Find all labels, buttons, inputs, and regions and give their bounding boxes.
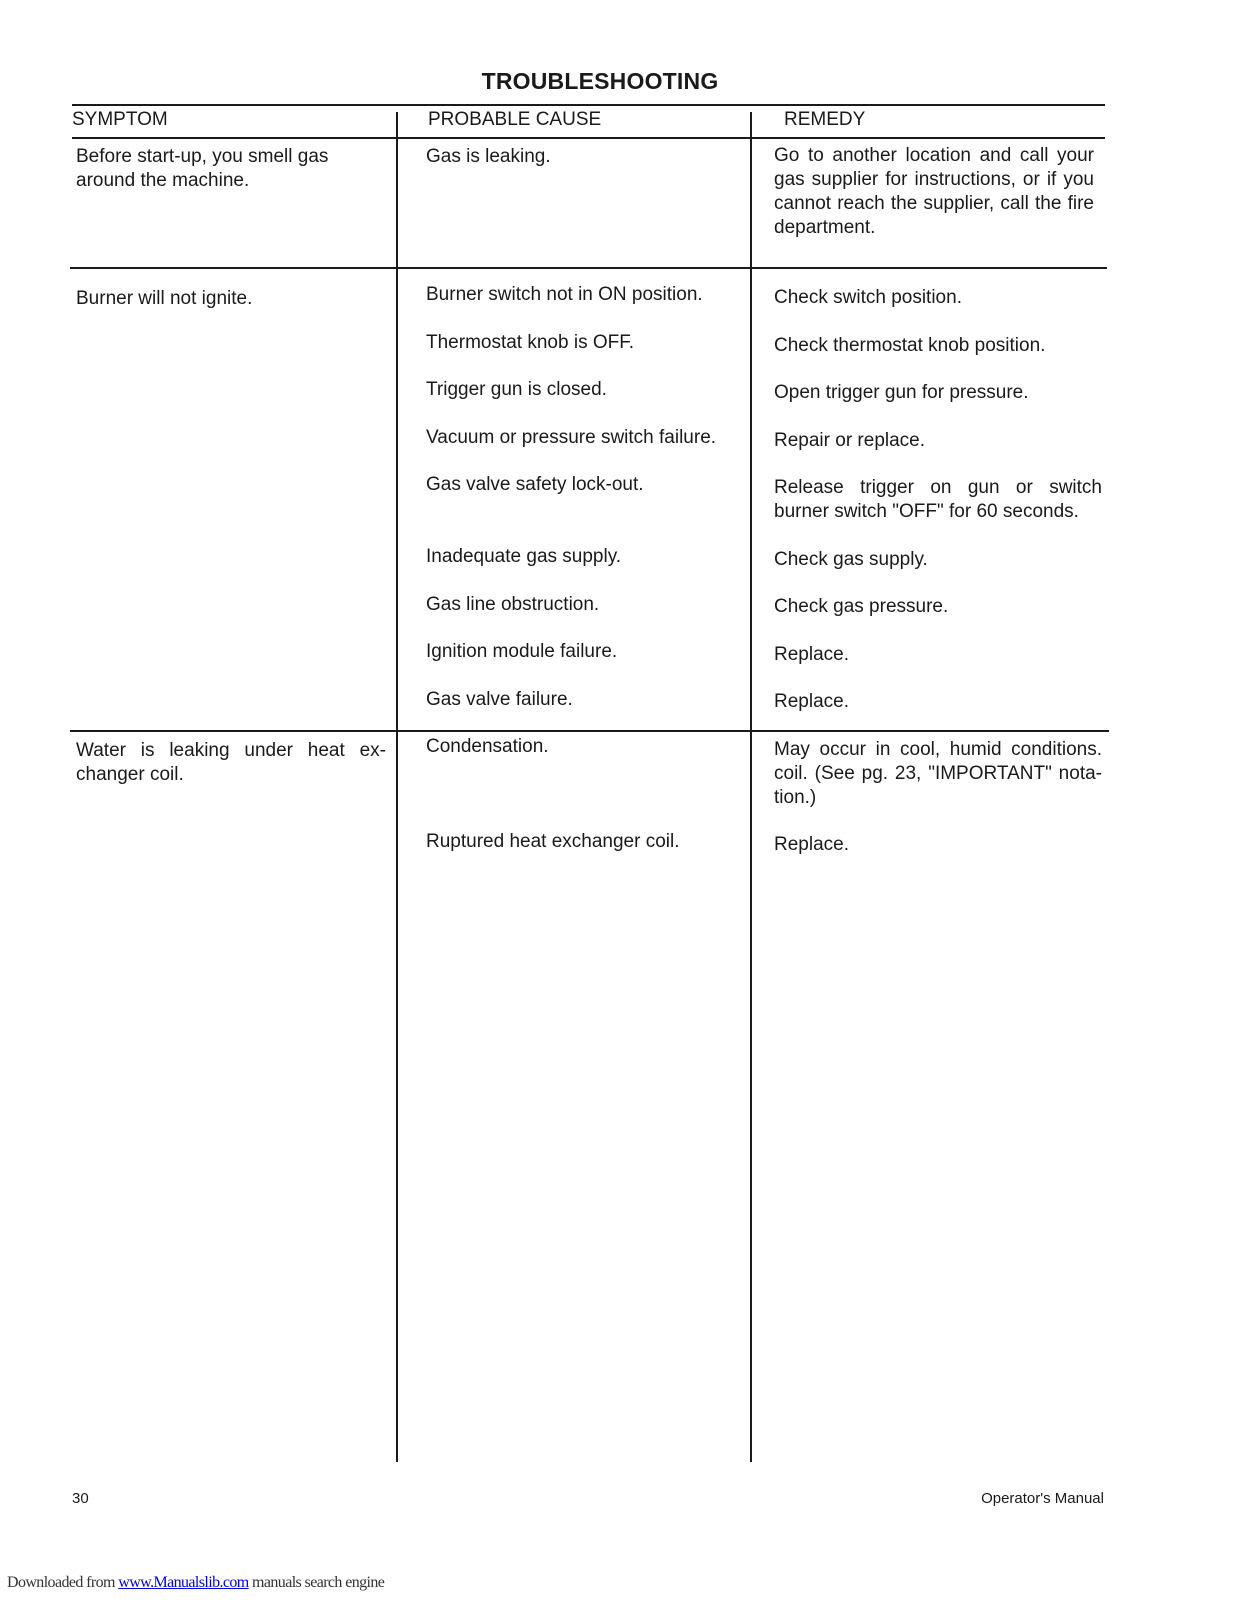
- cause-cell: Burner switch not in ON position.: [426, 284, 703, 305]
- page-number: 30: [72, 1490, 89, 1507]
- cause-cell: Gas line obstruction.: [426, 594, 600, 615]
- remedy-cell: Check gas supply.: [774, 549, 928, 570]
- download-prefix: Downloaded from: [7, 1574, 119, 1591]
- symptom-cell: Water is leaking under heat ex-changer coil.: [76, 740, 386, 785]
- manualslib-link[interactable]: www.Manualslib.com: [118, 1574, 249, 1591]
- column-divider-1: [396, 112, 398, 1462]
- header-probable-cause: PROBABLE CAUSE: [428, 109, 602, 130]
- header-symptom: SYMPTOM: [72, 109, 168, 130]
- cause-cell: Condensation.: [426, 736, 549, 757]
- download-suffix: manuals search engine: [248, 1574, 385, 1591]
- remedy-cell: Check switch position.: [774, 287, 962, 308]
- page-title: TROUBLESHOOTING: [481, 68, 719, 94]
- symptom-cell: Burner will not ignite.: [76, 288, 253, 309]
- manual-name: Operator's Manual: [981, 1490, 1104, 1507]
- cause-cell: Gas valve failure.: [426, 689, 573, 710]
- cause-cell: Gas valve safety lock-out.: [426, 474, 644, 495]
- cause-cell: Ruptured heat exchanger coil.: [426, 831, 680, 852]
- remedy-cell: Go to another location and call your gas supplier for instructions, or if you cannot reach the supplier, call the fire department.: [774, 145, 1094, 238]
- cause-cell: Gas is leaking.: [426, 146, 551, 167]
- remedy-cell: May occur in cool, humid conditions. coil. (See pg. 23, "IMPORTANT" nota-tion.): [774, 739, 1102, 808]
- header-top-rule: [72, 104, 1105, 106]
- remedy-cell: Check gas pressure.: [774, 596, 949, 617]
- cause-cell: Ignition module failure.: [426, 641, 618, 662]
- remedy-cell: Release trigger on gun or switch burner switch "OFF" for 60 seconds.: [774, 477, 1102, 522]
- remedy-cell: Replace.: [774, 691, 849, 712]
- cause-cell: Inadequate gas supply.: [426, 546, 622, 567]
- download-banner: [7, 1574, 384, 1592]
- cause-cell: Vacuum or pressure switch failure.: [426, 427, 717, 448]
- remedy-cell: Replace.: [774, 644, 849, 665]
- column-divider-2: [750, 112, 752, 1462]
- header-bottom-rule: [72, 137, 1105, 139]
- cause-cell: Trigger gun is closed.: [426, 379, 607, 400]
- remedy-cell: Open trigger gun for pressure.: [774, 382, 1029, 403]
- header-remedy: REMEDY: [784, 109, 866, 130]
- cause-cell: Thermostat knob is OFF.: [426, 332, 635, 353]
- row-divider-2: [70, 730, 1109, 732]
- remedy-cell: Repair or replace.: [774, 430, 926, 451]
- remedy-cell: Check thermostat knob position.: [774, 335, 1046, 356]
- row-divider-1: [70, 267, 1107, 269]
- remedy-cell: Replace.: [774, 834, 849, 855]
- symptom-cell: Before start-up, you smell gas around the machine.: [76, 146, 329, 191]
